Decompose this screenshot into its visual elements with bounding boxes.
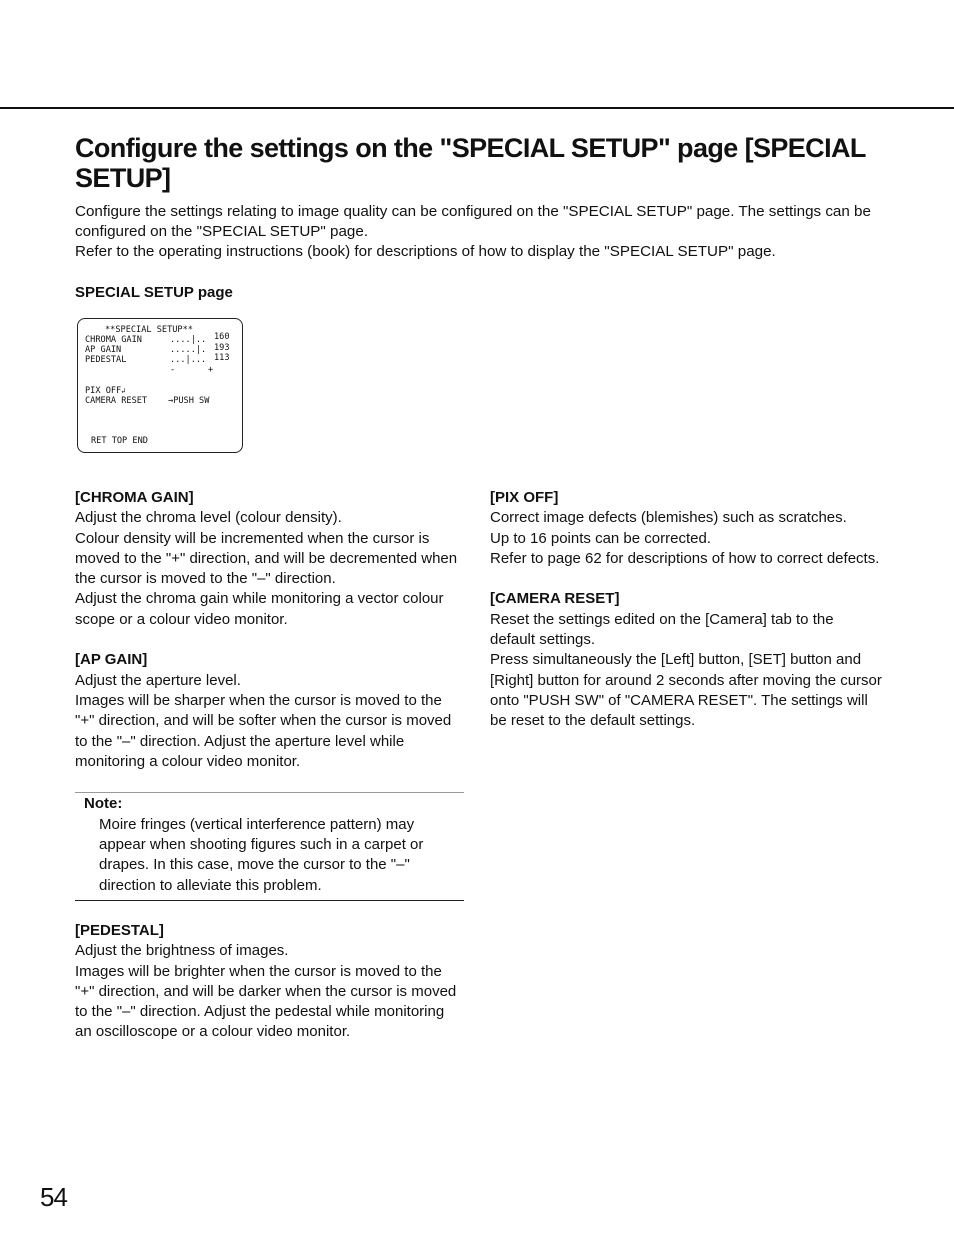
pedestal-section [75, 921, 464, 1043]
left-column [75, 488, 464, 1063]
osd-pedestal-value: 113 [214, 353, 230, 363]
chroma-gain-text: Adjust the chroma level (colour density). [75, 509, 342, 527]
osd-pedestal-label: PEDESTAL [85, 355, 127, 365]
intro-paragraph: Refer to the operating instructions (book) for descriptions of how to display the "SPECIAL SETUP" page. [75, 243, 776, 261]
osd-chroma-gain-label: CHROMA GAIN [85, 335, 142, 345]
ap-gain-text: Images will be sharper when the cursor is moved to the "+" direction, and will be softer when the cursor is moved to the "–" direction. Adjust the aperture level while monitoring a colour video monitor. [75, 691, 452, 770]
special-setup-screen [77, 318, 243, 453]
pix-off-text: Correct image defects (blemishes) such as scratches. [490, 509, 847, 527]
osd-push-sw-label: PUSH SW [173, 396, 210, 406]
osd-pix-off-label: PIX OFF [85, 386, 122, 396]
chroma-gain-text: Adjust the chroma gain while monitoring a vector colour scope or a colour video monitor. [75, 590, 444, 628]
chroma-gain-section [75, 488, 464, 630]
pix-off-text: Up to 16 points can be corrected. [490, 529, 711, 547]
page-number: 54 [40, 1182, 67, 1212]
pix-off-heading: [PIX OFF] [490, 489, 559, 506]
osd-push-sw [168, 396, 209, 406]
return-arrow-icon: ↲ [121, 387, 126, 395]
intro-paragraph: Configure the settings relating to image quality can be configured on the "SPECIAL SETUP" page. The settings can be configured on the "SPECIAL SETUP" page. [75, 203, 871, 241]
figure-heading: SPECIAL SETUP page [75, 284, 233, 301]
osd-footer: RET TOP END [91, 436, 148, 446]
pedestal-heading: [PEDESTAL] [75, 921, 164, 939]
ap-gain-heading: [AP GAIN] [75, 651, 148, 669]
note-box [75, 792, 464, 900]
osd-ap-gain-label: AP GAIN [85, 345, 122, 355]
osd-plus-marker: + [208, 365, 214, 375]
intro-text [75, 202, 887, 263]
osd-ap-gain-value: 193 [214, 343, 230, 353]
note-heading: Note: [84, 795, 123, 813]
chroma-gain-text: Colour density will be incremented when the cursor is moved to the "+" direction, and will be decremented when the cursor is moved to the "–" direction. [75, 529, 458, 588]
camera-reset-heading: [CAMERA RESET] [490, 590, 620, 608]
ap-gain-text: Adjust the aperture level. [75, 671, 241, 689]
pix-off-section [490, 488, 882, 569]
right-column [490, 488, 882, 752]
ap-gain-section [75, 650, 464, 772]
osd-camera-reset-label: CAMERA RESET [85, 396, 148, 406]
osd-chroma-gain-bar: ....|.. [170, 335, 207, 345]
top-rule [0, 107, 954, 109]
osd-ap-gain-bar: .....|. [170, 345, 207, 355]
osd-pix-off [85, 386, 125, 396]
note-text: Moire fringes (vertical interference pattern) may appear when shooting figures such in a carpet or drapes. In this case, move the cursor to the "–" direction to alleviate this problem. [99, 815, 424, 894]
pedestal-text: Images will be brighter when the cursor is moved to the "+" direction, and will be darker when the cursor is moved to the "–" direction. Adjust the pedestal while monitoring an oscilloscope or a colour video monitor. [75, 962, 457, 1041]
page-title: Configure the settings on the "SPECIAL SETUP" page [SPECIAL SETUP] [75, 133, 866, 193]
right-arrow-icon: → [168, 396, 174, 406]
osd-header: **SPECIAL SETUP** [105, 325, 193, 335]
chroma-gain-heading: [CHROMA GAIN] [75, 489, 194, 506]
camera-reset-section [490, 589, 882, 731]
pix-off-text: Refer to page 62 for descriptions of how to correct defects. [490, 549, 880, 567]
pedestal-text: Adjust the brightness of images. [75, 942, 289, 960]
osd-minus-marker: - [170, 365, 176, 375]
camera-reset-text: Reset the settings edited on the [Camera] tab to the default settings. [490, 610, 834, 649]
camera-reset-text: Press simultaneously the [Left] button, [SET] button and [Right] button for around 2 seconds after moving the cursor onto "PUSH SW" of "CAMERA RESET". The settings will be reset to the default settings. [490, 651, 882, 730]
osd-chroma-gain-value: 160 [214, 332, 230, 342]
osd-pedestal-bar: ...|... [170, 355, 207, 365]
